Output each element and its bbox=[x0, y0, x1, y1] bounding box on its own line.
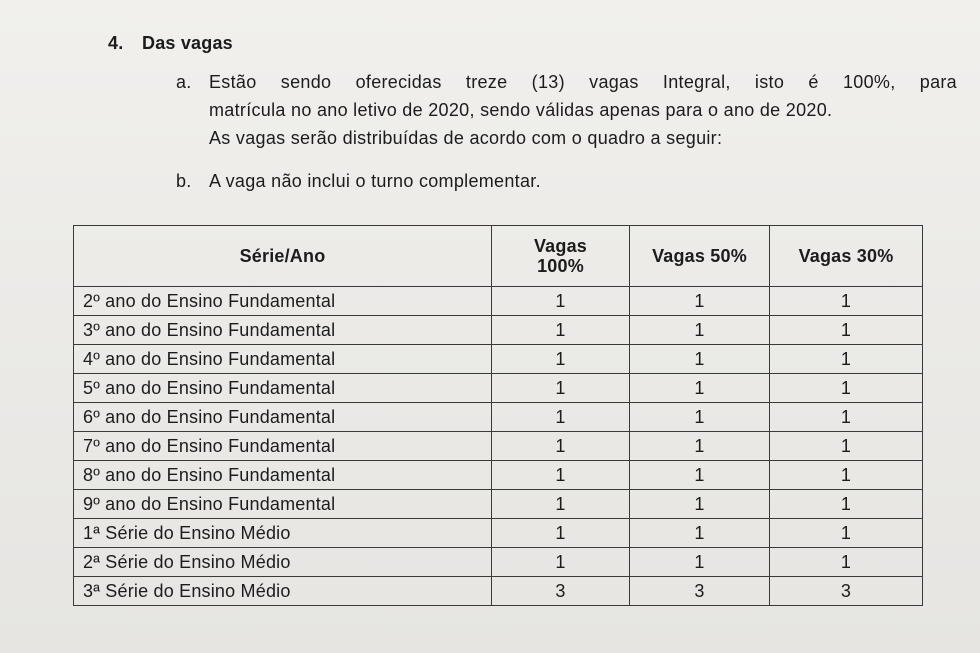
cell-vagas-30: 1 bbox=[770, 432, 923, 461]
cell-vagas-50: 1 bbox=[630, 432, 770, 461]
cell-vagas-30: 1 bbox=[770, 490, 923, 519]
list-marker-b: b. bbox=[176, 171, 192, 191]
cell-vagas-50: 1 bbox=[630, 374, 770, 403]
cell-vagas-30: 3 bbox=[770, 577, 923, 606]
table-row bbox=[74, 403, 923, 432]
cell-vagas-50: 1 bbox=[630, 345, 770, 374]
cell-serie: 6º ano do Ensino Fundamental bbox=[74, 403, 492, 432]
table-row bbox=[74, 374, 923, 403]
cell-vagas-50: 1 bbox=[630, 287, 770, 316]
cell-vagas-100: 1 bbox=[492, 432, 630, 461]
section-number: 4. bbox=[108, 33, 124, 53]
section-title: Das vagas bbox=[142, 33, 233, 53]
header-serie: Série/Ano bbox=[74, 226, 492, 287]
cell-vagas-50: 1 bbox=[630, 461, 770, 490]
cell-serie: 4º ano do Ensino Fundamental bbox=[74, 345, 492, 374]
cell-vagas-100: 1 bbox=[492, 287, 630, 316]
cell-vagas-30: 1 bbox=[770, 548, 923, 577]
cell-vagas-50: 1 bbox=[630, 548, 770, 577]
cell-vagas-100: 1 bbox=[492, 461, 630, 490]
list-item-a-text bbox=[209, 68, 959, 152]
table-row bbox=[74, 461, 923, 490]
table-row bbox=[74, 548, 923, 577]
list-marker-a: a. bbox=[176, 72, 192, 92]
cell-vagas-100: 1 bbox=[492, 548, 630, 577]
cell-vagas-30: 1 bbox=[770, 287, 923, 316]
cell-vagas-30: 1 bbox=[770, 403, 923, 432]
cell-serie: 3ª Série do Ensino Médio bbox=[74, 577, 492, 606]
cell-vagas-100: 1 bbox=[492, 345, 630, 374]
table-row bbox=[74, 577, 923, 606]
header-vagas-100-line2: 100% bbox=[537, 256, 584, 276]
cell-serie: 2ª Série do Ensino Médio bbox=[74, 548, 492, 577]
table-row bbox=[74, 490, 923, 519]
cell-vagas-100: 3 bbox=[492, 577, 630, 606]
table-row bbox=[74, 287, 923, 316]
cell-vagas-100: 1 bbox=[492, 316, 630, 345]
header-vagas-100-line1: Vagas bbox=[533, 236, 588, 256]
cell-vagas-50: 3 bbox=[630, 577, 770, 606]
cell-vagas-50: 1 bbox=[630, 403, 770, 432]
list-item-a bbox=[176, 68, 961, 158]
paragraph-line: matrícula no ano letivo de 2020, sendo válidas apenas para o ano de 2020. bbox=[209, 100, 833, 120]
table-header-row bbox=[74, 226, 923, 287]
cell-serie: 2º ano do Ensino Fundamental bbox=[74, 287, 492, 316]
cell-vagas-100: 1 bbox=[492, 490, 630, 519]
paragraph-line: As vagas serão distribuídas de acordo com o quadro a seguir: bbox=[209, 128, 723, 148]
paragraph-line: Estão sendo oferecidas treze (13) vagas Integral, isto é 100%, para bbox=[209, 72, 957, 92]
cell-vagas-30: 1 bbox=[770, 461, 923, 490]
table-row bbox=[74, 345, 923, 374]
cell-vagas-50: 1 bbox=[630, 519, 770, 548]
cell-vagas-30: 1 bbox=[770, 519, 923, 548]
header-vagas-100 bbox=[492, 226, 630, 287]
table-row bbox=[74, 316, 923, 345]
cell-vagas-30: 1 bbox=[770, 316, 923, 345]
cell-vagas-30: 1 bbox=[770, 345, 923, 374]
cell-serie: 8º ano do Ensino Fundamental bbox=[74, 461, 492, 490]
section-heading bbox=[108, 33, 233, 54]
cell-serie: 1ª Série do Ensino Médio bbox=[74, 519, 492, 548]
cell-serie: 5º ano do Ensino Fundamental bbox=[74, 374, 492, 403]
cell-vagas-50: 1 bbox=[630, 316, 770, 345]
cell-serie: 3º ano do Ensino Fundamental bbox=[74, 316, 492, 345]
cell-vagas-30: 1 bbox=[770, 374, 923, 403]
cell-vagas-50: 1 bbox=[630, 490, 770, 519]
table-row bbox=[74, 432, 923, 461]
vagas-table bbox=[73, 225, 923, 606]
list-item-b-text: A vaga não inclui o turno complementar. bbox=[209, 171, 541, 191]
cell-serie: 9º ano do Ensino Fundamental bbox=[74, 490, 492, 519]
cell-vagas-100: 1 bbox=[492, 519, 630, 548]
cell-vagas-100: 1 bbox=[492, 403, 630, 432]
header-vagas-50: Vagas 50% bbox=[630, 226, 770, 287]
header-vagas-30: Vagas 30% bbox=[770, 226, 923, 287]
cell-serie: 7º ano do Ensino Fundamental bbox=[74, 432, 492, 461]
table-row bbox=[74, 519, 923, 548]
cell-vagas-100: 1 bbox=[492, 374, 630, 403]
